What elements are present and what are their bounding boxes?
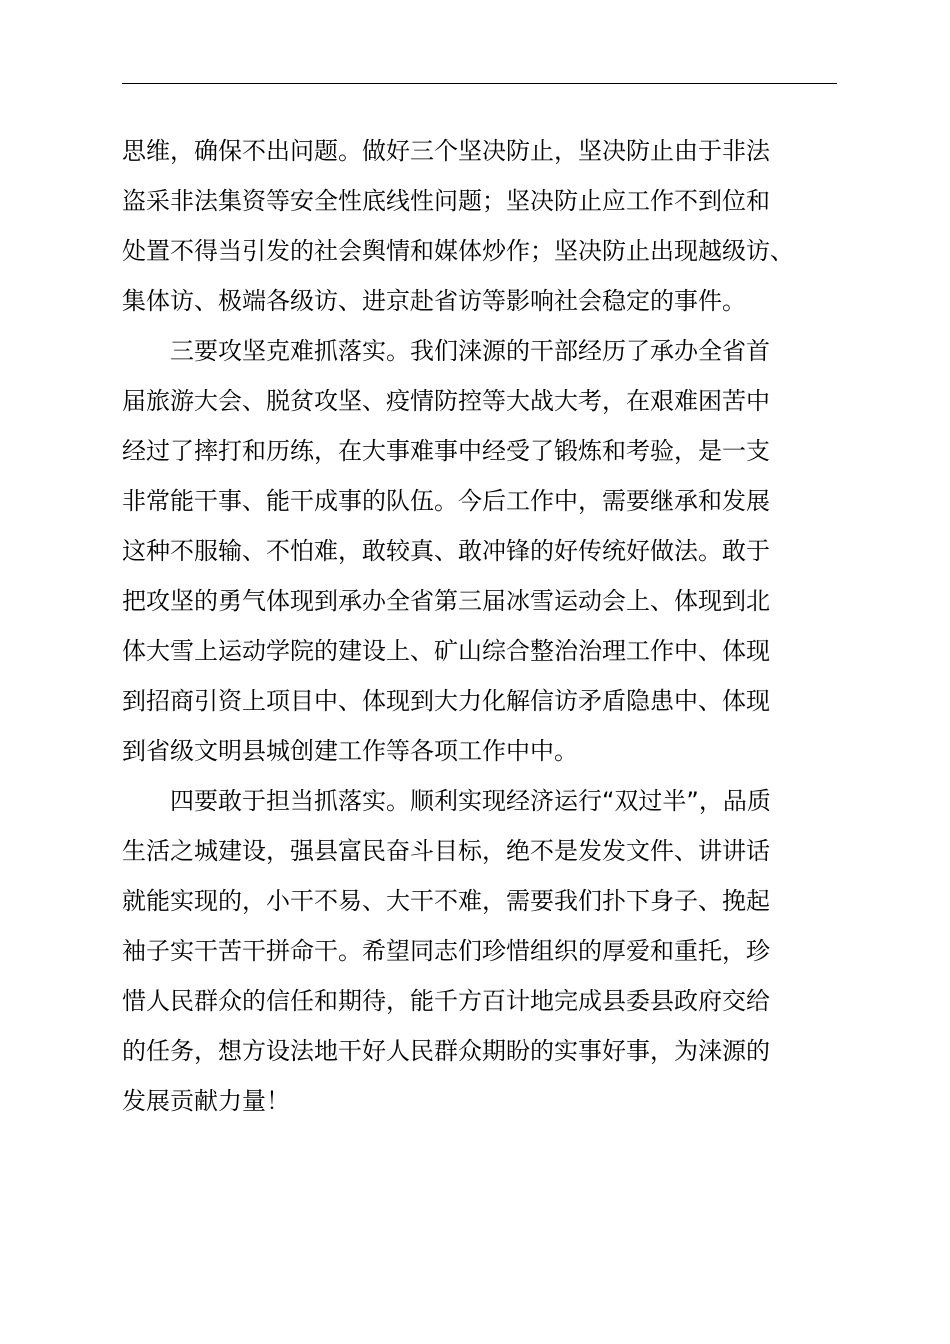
text-line: 生活之城建设，强县富民奋斗目标，绝不是发发文件、讲讲话: [122, 837, 770, 865]
text-line: 思维，确保不出问题。做好三个坚决防止，坚决防止由于非法: [122, 137, 770, 165]
text-line: 到省级文明县城创建工作等各项工作中中。: [122, 737, 578, 765]
text-line: 体大雪上运动学院的建设上、矿山综合整治治理工作中、体现: [122, 637, 770, 665]
paragraph-first-line: 四要敢于担当抓落实。顺利实现经济运行“双过半”，品质: [170, 787, 771, 815]
text-line: 这种不服输、不怕难，敢较真、敢冲锋的好传统好做法。敢于: [122, 537, 770, 565]
header-rule: [122, 83, 837, 84]
text-line: 发展贡献力量！: [122, 1087, 290, 1115]
text-line: 非常能干事、能干成事的队伍。今后工作中，需要继承和发展: [122, 487, 770, 515]
text-line: 集体访、极端各级访、进京赴省访等影响社会稳定的事件。: [122, 287, 746, 315]
text-line: 到招商引资上项目中、体现到大力化解信访矛盾隐患中、体现: [122, 687, 770, 715]
text-line: 把攻坚的勇气体现到承办全省第三届冰雪运动会上、体现到北: [122, 587, 770, 615]
text-line: 盗采非法集资等安全性底线性问题；坚决防止应工作不到位和: [122, 187, 770, 215]
text-line: 惜人民群众的信任和期待，能千方百计地完成县委县政府交给: [122, 987, 770, 1015]
text-line: 就能实现的，小干不易、大干不难，需要我们扑下身子、挽起: [122, 887, 770, 915]
text-line: 经过了摔打和历练，在大事难事中经受了锻炼和考验，是一支: [122, 437, 770, 465]
text-line: 的任务，想方设法地干好人民群众期盼的实事好事，为涞源的: [122, 1037, 770, 1065]
text-line: 袖子实干苦干拼命干。希望同志们珍惜组织的厚爱和重托，珍: [122, 937, 770, 965]
paragraph-first-line: 三要攻坚克难抓落实。我们涞源的干部经历了承办全省首: [170, 337, 770, 365]
text-line: 届旅游大会、脱贫攻坚、疫情防控等大战大考，在艰难困苦中: [122, 387, 770, 415]
text-line: 处置不得当引发的社会舆情和媒体炒作；坚决防止出现越级访、: [122, 237, 794, 265]
